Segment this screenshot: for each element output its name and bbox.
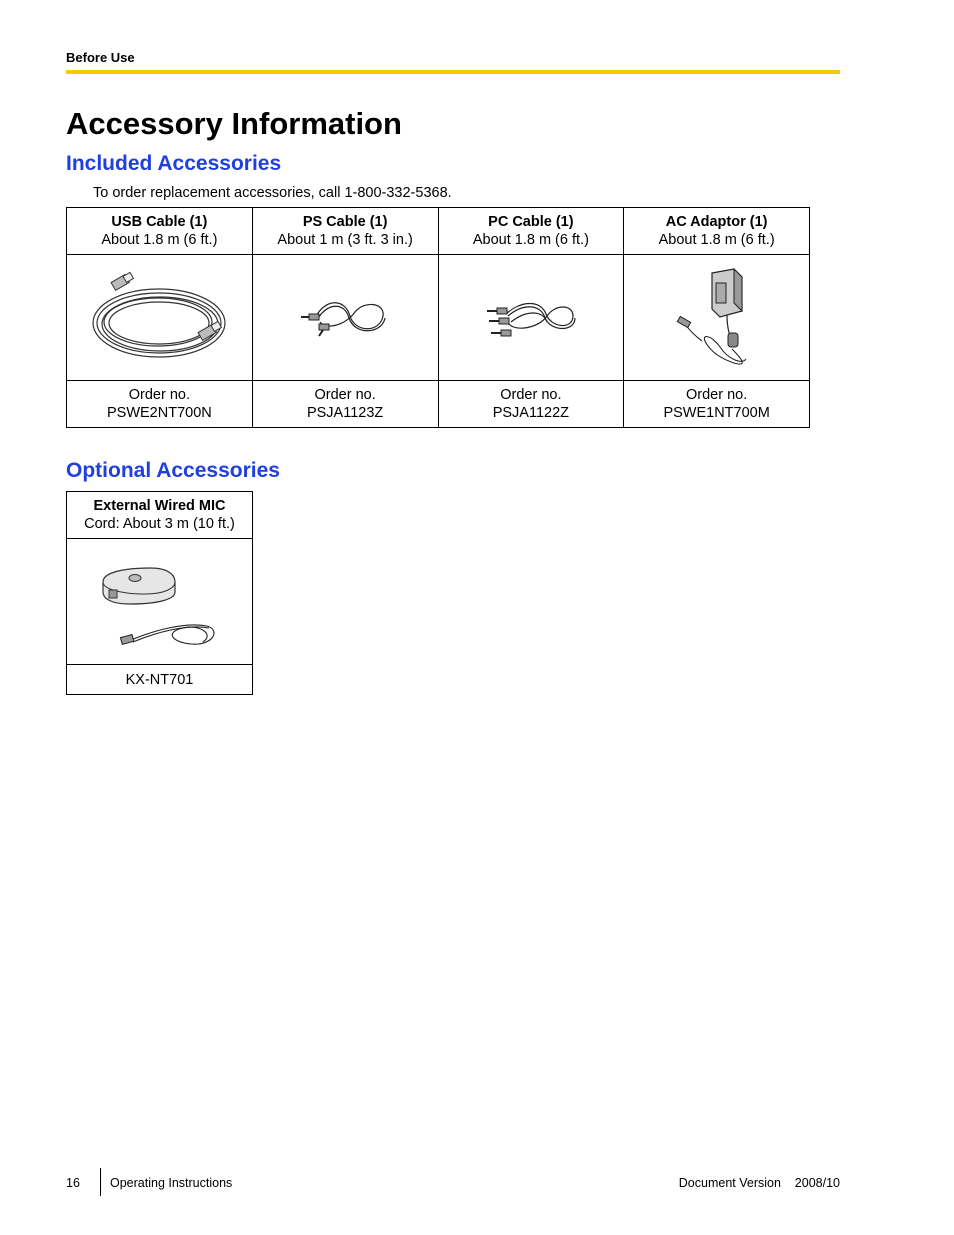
item-name: USB Cable (1) [111, 214, 208, 230]
running-head: Before Use [66, 50, 135, 65]
document-version: Document Version 2008/10 [678, 1176, 840, 1190]
ac-adaptor-image-cell [624, 255, 810, 381]
header-rule [66, 70, 840, 74]
document-name: Operating Instructions [110, 1176, 233, 1190]
included-accessories-table [66, 207, 810, 428]
order-label: Order no. [314, 387, 376, 403]
ac-adaptor-icon [672, 263, 762, 373]
usb-cable-icon [84, 268, 234, 368]
order-number: PSJA1123Z [306, 405, 384, 421]
item-length: About 1.8 m (6 ft.) [658, 232, 775, 248]
pc-cable-icon [481, 288, 581, 348]
ps-cable-image-cell [252, 255, 438, 381]
pc-cable-order [438, 381, 624, 428]
external-mic-icon [95, 552, 225, 652]
order-instructions: To order replacement accessories, call 1-800-332-5368. [93, 185, 452, 201]
order-number: PSJA1122Z [492, 405, 570, 421]
order-label: Order no. [686, 387, 748, 403]
page-title: Accessory Information [66, 106, 402, 141]
order-number: PSWE1NT700M [663, 405, 770, 421]
model-number: KX-NT701 [125, 671, 194, 688]
item-name: External Wired MIC [93, 498, 226, 514]
item-length: About 1.8 m (6 ft.) [472, 232, 589, 248]
item-length: About 1.8 m (6 ft.) [101, 232, 218, 248]
usb-cable-header [67, 208, 253, 255]
ps-cable-icon [295, 288, 395, 348]
item-name: AC Adaptor (1) [665, 214, 768, 230]
usb-cable-order [67, 381, 253, 428]
pc-cable-image-cell [438, 255, 624, 381]
ac-adaptor-order [624, 381, 810, 428]
footer-divider [100, 1168, 101, 1196]
ps-cable-header [252, 208, 438, 255]
usb-cable-image-cell [67, 255, 253, 381]
external-mic-model [67, 665, 253, 695]
order-label: Order no. [500, 387, 562, 403]
order-number: PSWE2NT700N [106, 405, 212, 421]
optional-accessories-heading: Optional Accessories [66, 459, 280, 482]
pc-cable-header [438, 208, 624, 255]
ac-adaptor-header [624, 208, 810, 255]
item-name: PS Cable (1) [302, 214, 388, 230]
order-label: Order no. [128, 387, 190, 403]
external-mic-image-cell [67, 539, 253, 665]
included-accessories-heading: Included Accessories [66, 152, 282, 175]
item-name: PC Cable (1) [488, 214, 574, 230]
external-mic-header [67, 492, 253, 539]
ps-cable-order [252, 381, 438, 428]
item-length: About 1 m (3 ft. 3 in.) [277, 232, 413, 248]
page-number: 16 [66, 1176, 80, 1190]
optional-accessories-table [66, 491, 253, 695]
item-length: Cord: About 3 m (10 ft.) [84, 516, 235, 532]
